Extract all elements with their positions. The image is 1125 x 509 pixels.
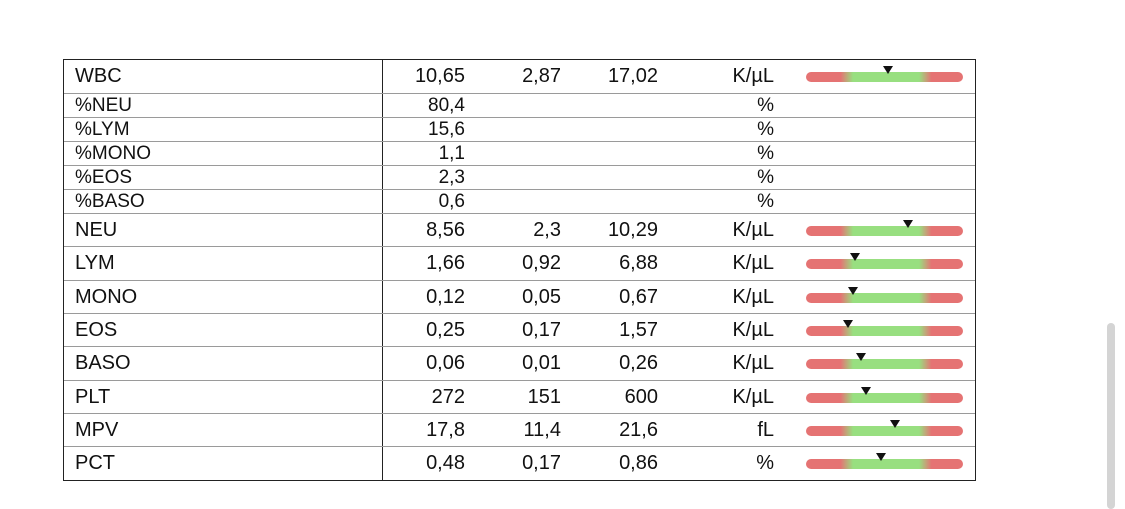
table-row (64, 247, 975, 281)
result-value: 0,06 (426, 352, 465, 374)
test-name: BASO (75, 352, 131, 374)
reference-low: 2,3 (533, 218, 561, 241)
unit-label: % (757, 143, 774, 164)
reference-high: 0,67 (619, 285, 658, 308)
unit-label: % (757, 95, 774, 116)
test-name: PCT (75, 452, 115, 474)
lab-results-table (63, 59, 976, 481)
gauge-marker-icon (848, 287, 858, 295)
vertical-scrollbar[interactable] (1107, 323, 1115, 509)
unit-label: K/µL (732, 352, 774, 374)
result-value: 2,3 (438, 167, 465, 188)
unit-label: K/µL (732, 65, 774, 87)
reference-high: 600 (624, 385, 658, 408)
reference-low: 0,05 (522, 285, 561, 308)
table-row (64, 447, 975, 480)
reference-low: 11,4 (523, 418, 561, 441)
unit-label: K/µL (732, 218, 774, 241)
reference-high: 0,26 (619, 352, 658, 374)
test-name: %MONO (75, 143, 151, 164)
gauge-marker-icon (876, 453, 886, 461)
reference-high: 0,86 (619, 452, 658, 474)
test-name: MPV (75, 418, 119, 441)
reference-low: 0,17 (522, 452, 561, 474)
range-gauge (806, 226, 963, 236)
unit-label: K/µL (732, 318, 774, 341)
unit-label: % (757, 191, 774, 212)
result-value: 0,6 (438, 191, 465, 212)
test-name: LYM (75, 252, 115, 274)
table-row (64, 314, 975, 347)
gauge-marker-icon (856, 353, 866, 361)
result-value: 1,66 (426, 252, 465, 274)
result-value: 17,8 (426, 418, 465, 441)
gauge-marker-icon (890, 420, 900, 428)
result-value: 15,6 (428, 119, 465, 140)
reference-low: 151 (527, 385, 561, 408)
range-gauge (806, 326, 963, 336)
reference-high: 10,29 (607, 218, 658, 241)
result-value: 80,4 (428, 95, 465, 116)
test-name: %BASO (75, 191, 145, 212)
gauge-marker-icon (883, 66, 893, 74)
range-gauge (806, 72, 963, 82)
table-row (64, 214, 975, 247)
reference-high: 6,88 (619, 252, 658, 274)
table-row (64, 94, 975, 118)
reference-low: 2,87 (522, 65, 561, 87)
table-row (64, 166, 975, 190)
table-row (64, 414, 975, 447)
range-gauge (806, 293, 963, 303)
range-gauge (806, 426, 963, 436)
test-name: WBC (75, 65, 122, 87)
gauge-marker-icon (843, 320, 853, 328)
table-row (64, 381, 975, 414)
result-value: 0,25 (426, 318, 465, 341)
unit-label: K/µL (732, 252, 774, 274)
unit-label: % (757, 167, 774, 188)
unit-label: K/µL (732, 285, 774, 308)
range-gauge (806, 259, 963, 269)
result-value: 8,56 (426, 218, 465, 241)
table-row (64, 190, 975, 214)
reference-low: 0,92 (522, 252, 561, 274)
result-value: 10,65 (414, 65, 465, 87)
test-name: PLT (75, 385, 111, 408)
reference-high: 1,57 (619, 318, 658, 341)
table-row (64, 347, 975, 381)
gauge-marker-icon (903, 220, 913, 228)
range-gauge (806, 359, 963, 369)
test-name: EOS (75, 318, 118, 341)
gauge-marker-icon (850, 253, 860, 261)
result-value: 1,1 (438, 143, 465, 164)
unit-label: % (757, 119, 774, 140)
table-row (64, 281, 975, 314)
reference-high: 21,6 (619, 418, 658, 441)
result-value: 0,48 (426, 452, 465, 474)
reference-low: 0,17 (522, 318, 561, 341)
test-name: %NEU (75, 95, 133, 116)
reference-high: 17,02 (607, 65, 658, 87)
table-row (64, 142, 975, 166)
test-name: %LYM (75, 119, 130, 140)
range-gauge (806, 393, 963, 403)
unit-label: % (756, 452, 774, 474)
table-row (64, 60, 975, 94)
gauge-marker-icon (861, 387, 871, 395)
result-value: 0,12 (426, 285, 465, 308)
test-name: %EOS (75, 167, 133, 188)
test-name: MONO (75, 285, 138, 308)
test-name: NEU (75, 218, 118, 241)
table-row (64, 118, 975, 142)
unit-label: fL (757, 418, 774, 441)
unit-label: K/µL (732, 385, 774, 408)
reference-low: 0,01 (522, 352, 561, 374)
range-gauge (806, 459, 963, 469)
result-value: 272 (431, 385, 465, 408)
